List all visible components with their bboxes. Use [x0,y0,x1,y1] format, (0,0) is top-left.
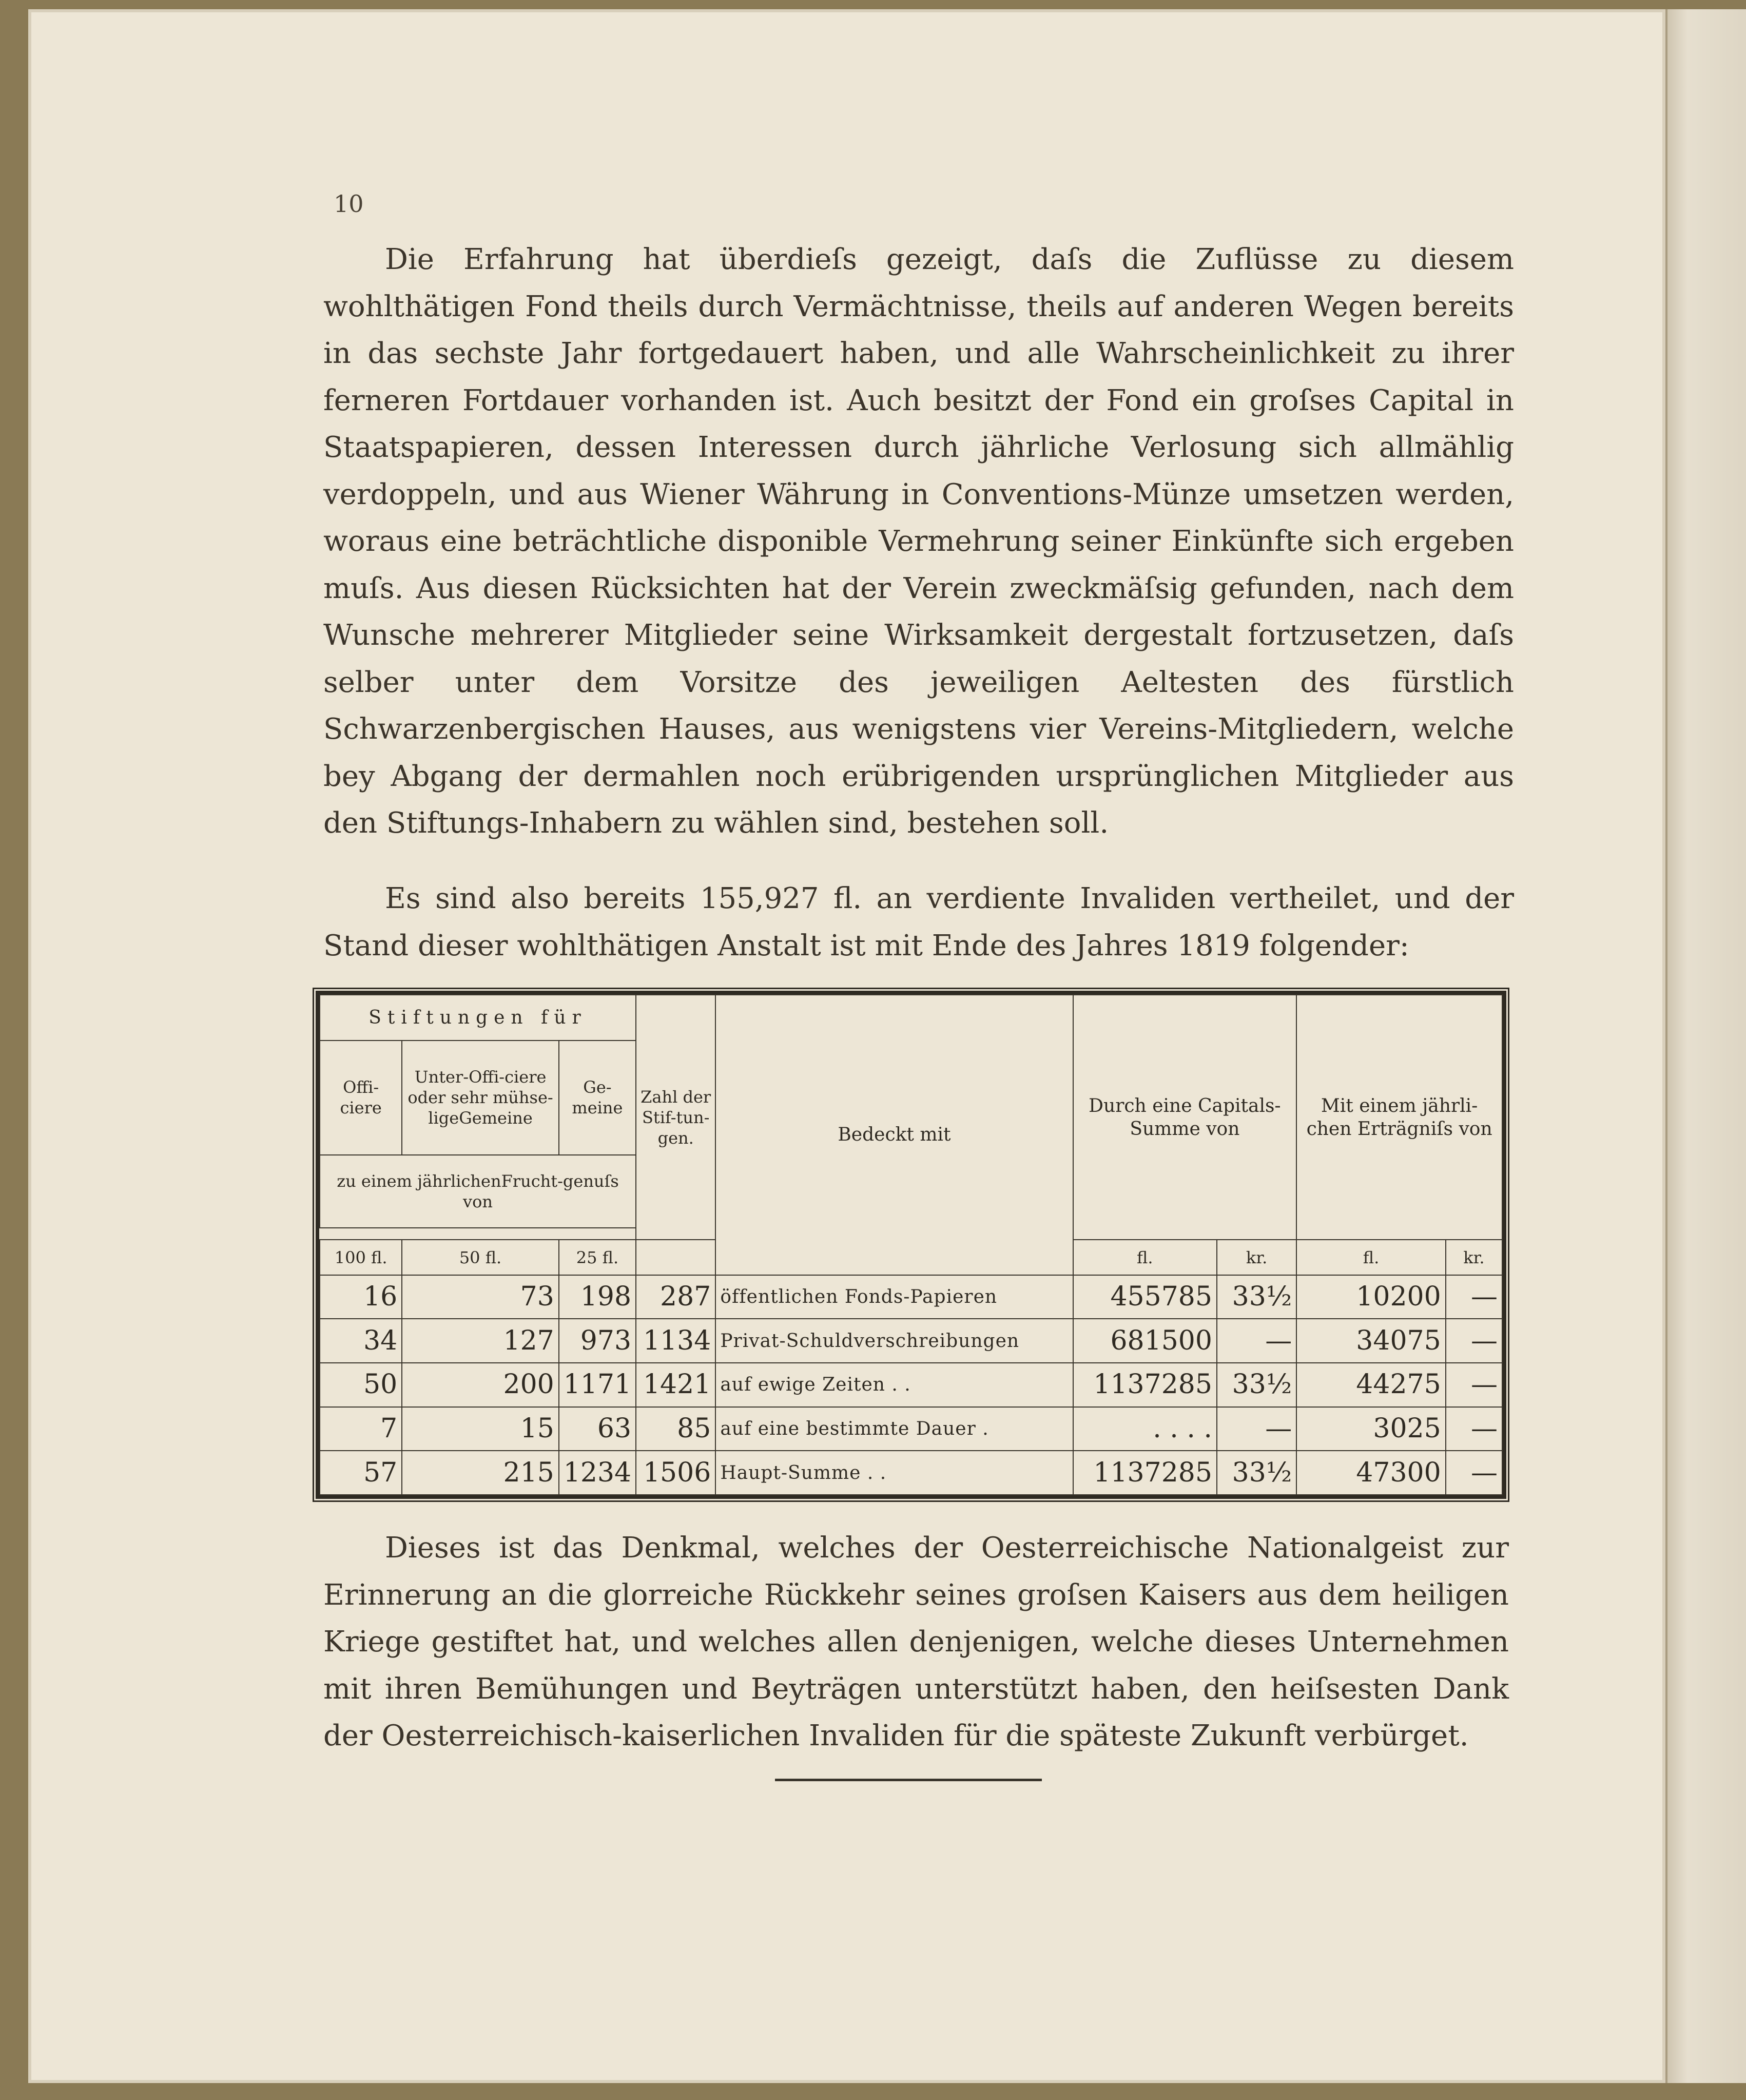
col-header-unteroffiziere: Unter-Offi-ciere oder sehr mühse-ligeGemeine [402,1041,559,1155]
paragraph-1-text: Die Erfahrung hat überdieſs gezeigt, daſs die Zuflüsse zu diesem wohlthätigen Fond theils durch Vermächtnisse, theils auf anderen Wegen bereits in das sechste Jahr fortgedauert haben, und alle Wahrscheinlichkeit zu ihrer ferneren Fortdauer vorhanden ist. Auch besitzt der Fond ein groſses Capital in Staatspapieren, dessen Interessen durch jährliche Verlosung sich allmählig verdoppeln, und aus Wiener Währung in Conventions-Münze umsetzen werden, woraus eine beträchtliche disponible Vermehrung seiner Einkünfte sich ergeben muſs. Aus diesen Rücksichten hat der Verein zweckmäſsig gefunden, nach dem Wunsche mehrerer Mitglieder seine Wirksamkeit dergestalt fortzusetzen, daſs selber unter dem Vorsitze des jeweiligen Aeltesten des fürstlich Schwarzenbergischen Hauses, aus wenigstens vier Vereins-Mitgliedern, welche bey Abgang der dermahlen noch erübrigenden ursprünglichen Mitglieder aus den Stiftungs-Inhabern zu wählen sind, bestehen soll. [323,243,1514,840]
col-header-officiere: Offi-ciere [320,1041,402,1155]
group-header: Stiftungen für [320,995,636,1041]
col-header-capital: Durch eine Capitals-Summe von [1073,995,1297,1240]
paragraph-3-text: Dieses ist das Denkmal, welches der Oesterreichische Nationalgeist zur Erinnerung an die glorreiche Rückkehr seines groſsen Kaisers aus dem heiligen Kriege gestiftet hat, und welches allen denjenigen, welche dieses Unternehmen mit ihren Bemühungen und Beyträgen unterstützt haben, den heiſsesten Dank der Oesterreichisch-kaiserlichen Invaliden für die späteste Zukunft verbürget. [323,1531,1509,1752]
col-header-ertrag: Mit einem jährli-chen Erträgniſs von [1296,995,1502,1240]
col-header-zahl: Zahl der Stif-tun-gen. [636,995,715,1240]
unit-ertrag-fl: fl. [1296,1240,1445,1275]
col-header-gemeine: Ge-meine [559,1041,636,1155]
paragraph-2 [323,875,1514,969]
unit-25: 25 fl. [559,1240,636,1275]
foundation-table [316,991,1506,1499]
unit-ertrag-kr: kr. [1446,1240,1502,1275]
page-number: 10 [334,190,364,218]
unit-capital-fl: fl. [1073,1240,1217,1275]
paragraph-2-text: Es sind also bereits 155,927 fl. an verdiente Invaliden vertheilet, und der Stand dieser wohlthätigen Anstalt ist mit Ende des Jahres 1819 folgender: [323,882,1514,962]
table-row: 7 15 63 85 auf eine bestimmte Dauer . . . . . — 3025 — [320,1407,1502,1451]
unit-50: 50 fl. [402,1240,559,1275]
table-row: 34 127 973 1134 Privat-Schuldverschreibungen 681500 — 34075 — [320,1319,1502,1363]
unit-capital-kr: kr. [1217,1240,1296,1275]
table-row: 50 200 1171 1421 auf ewige Zeiten . . 1137285 33½ 44275 — [320,1363,1502,1407]
closing-rule [775,1779,1042,1781]
table-total-row: 57 215 1234 1506 Haupt-Summe . . 1137285 33½ 47300 — [320,1451,1502,1495]
unit-100: 100 fl. [320,1240,402,1275]
facing-page-edge [1665,9,1746,2083]
col-header-bedeckt: Bedeckt mit [715,995,1073,1275]
fruit-label: zu einem jährlichenFrucht-genuſs von [320,1155,636,1228]
table-row: 16 73 198 287 öffentlichen Fonds-Papieren 455785 33½ 10200 — [320,1275,1502,1319]
paragraph-3 [323,1525,1509,1760]
paragraph-1 [323,236,1514,847]
